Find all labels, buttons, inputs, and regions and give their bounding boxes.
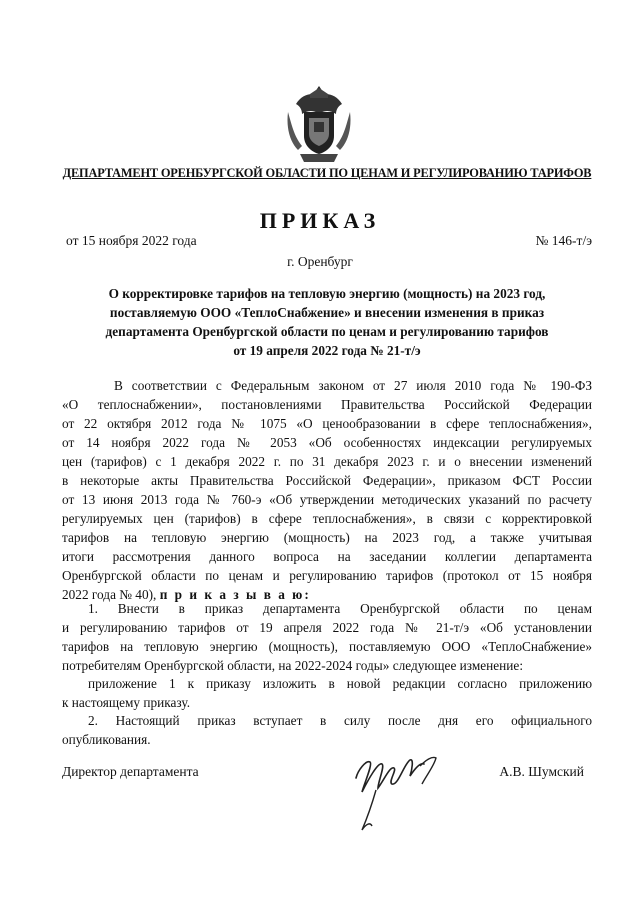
coat-of-arms-icon [286, 82, 352, 164]
signatory-name: А.В. Шумский [499, 764, 584, 779]
item-2-line: 2. Настоящий приказ вступает в силу после дня его официального [88, 713, 592, 728]
preamble-paragraph [62, 376, 592, 604]
order-city: г. Оренбург [287, 254, 353, 269]
subject-line: от 19 апреля 2022 года № 21-т/э [233, 343, 421, 358]
preamble-line: цен (тарифов) с 1 декабря 2022 г. по 31 декабря 2023 г. и о внесении изменений [62, 454, 592, 469]
preamble-line: Оренбургской области по ценам и регулированию тарифов (протокол от 15 ноября [62, 568, 592, 583]
subject-line: О корректировке тарифов на тепловую энергию (мощность) на 2023 год, [108, 286, 546, 301]
document-title: ПРИКАЗ [259, 208, 381, 233]
item-1-line: тарифов на тепловую энергию (мощность), поставляемую ООО «ТеплоСнабжение» [62, 639, 592, 654]
signatory-title: Директор департамента [62, 764, 199, 779]
order-date: от 15 ноября 2022 года [66, 233, 197, 248]
order-subject [72, 284, 582, 360]
subject-line: поставляемую ООО «ТеплоСнабжение» и внесении изменения в приказ [109, 305, 545, 320]
preamble-line: от 22 октября 2012 года № 1075 «О ценообразовании в сфере теплоснабжения», [62, 416, 592, 431]
item-1-sub-line: приложение 1 к приказу изложить в новой редакции согласно приложению [88, 676, 592, 691]
preamble-line: 2022 года № 40), [62, 587, 157, 602]
item-1-line: и регулированию тарифов от 19 апреля 2022 года № 21-т/э «Об установлении [62, 620, 592, 635]
item-2-paragraph [62, 711, 592, 749]
preamble-line: тарифов на тепловую энергию (мощность) на 2023 год, а также учитывая [62, 530, 592, 545]
preamble-line: итоги рассмотрения данного вопроса на заседании коллегии департамента [62, 549, 592, 564]
item-1-line: 1. Внести в приказ департамента Оренбургской области по ценам [88, 601, 592, 616]
preamble-line: в некоторые акты Правительства Российской Федерации», приказом ФСТ России [62, 473, 592, 488]
department-header: ДЕПАРТАМЕНТ ОРЕНБУРГСКОЙ ОБЛАСТИ ПО ЦЕНАМ И РЕГУЛИРОВАНИЮ ТАРИФОВ [62, 166, 592, 180]
item-1-sub-line: к настоящему приказу. [62, 695, 191, 710]
item-1-sub-paragraph [62, 674, 592, 712]
item-1-line: потребителям Оренбургской области, на 2022-2024 годы» следующее изменение: [62, 658, 524, 673]
subject-line: департамента Оренбургской области по ценам и регулированию тарифов [105, 324, 549, 339]
preamble-line: «О теплоснабжении», постановлениями Правительства Российской Федерации [62, 397, 592, 412]
item-1-paragraph [62, 599, 592, 675]
preamble-line: от 14 ноября 2022 года № 2053 «Об особенностях индексации регулируемых [62, 435, 592, 450]
item-2-line: опубликования. [62, 732, 151, 747]
order-word: п р и к а з ы в а ю: [159, 587, 311, 602]
handwritten-signature-icon [338, 730, 458, 840]
preamble-line: от 13 июня 2013 года № 760-э «Об утверждении методических указаний по расчету [62, 492, 592, 507]
preamble-line: В соответствии с Федеральным законом от 27 июля 2010 года № 190-ФЗ [114, 378, 592, 393]
preamble-line: регулируемых цен (тарифов) в сфере теплоснабжения», в связи с корректировкой [62, 511, 592, 526]
order-number: № 146-т/э [535, 233, 592, 248]
